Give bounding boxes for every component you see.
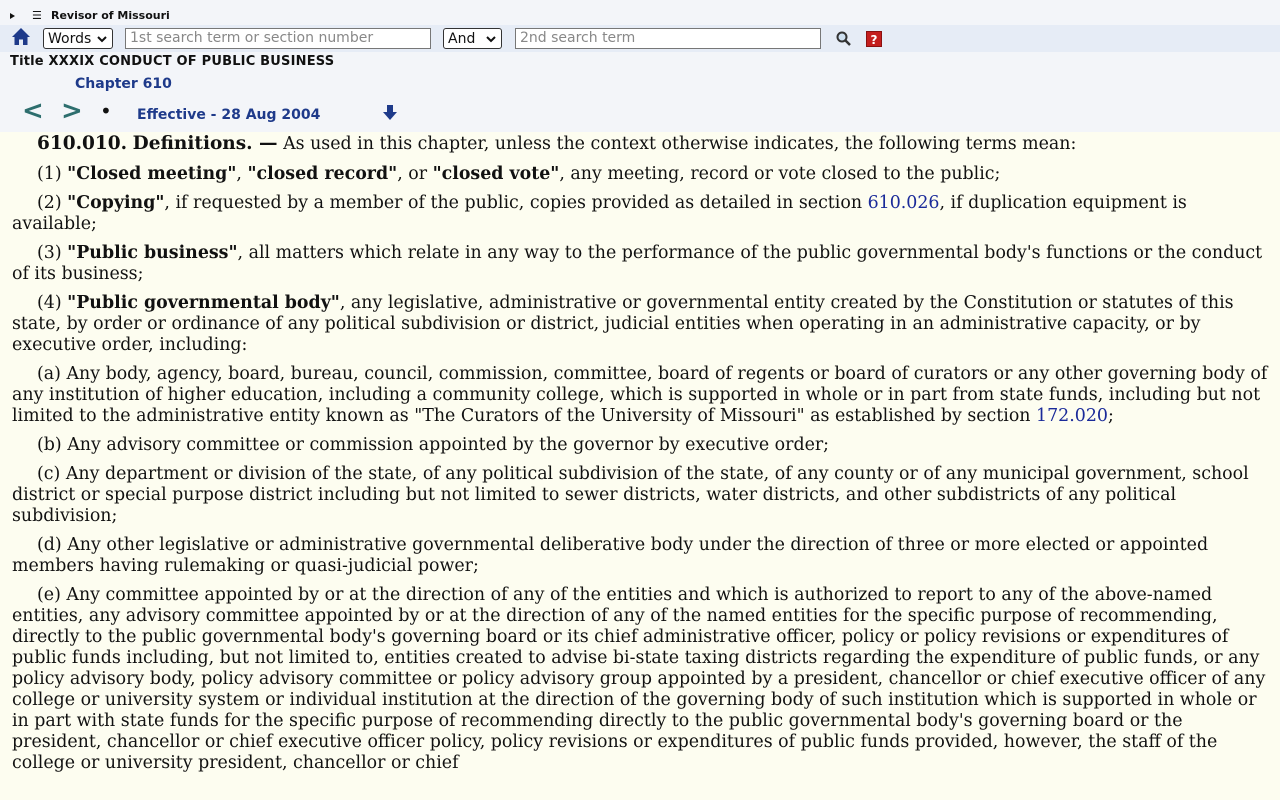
- definition-4: [12, 293, 1268, 356]
- expand-triangle-icon[interactable]: [10, 13, 15, 19]
- menu-icon[interactable]: ☰: [32, 9, 42, 22]
- defined-term: "Public governmental body": [67, 293, 340, 313]
- top-navigation: [0, 0, 1280, 132]
- defined-term: "closed record": [247, 164, 398, 184]
- item-number: (a): [37, 364, 67, 384]
- down-arrow-icon[interactable]: [381, 104, 399, 126]
- section-intro: As used in this chapter, unless the context otherwise indicates, the following terms mean:: [277, 134, 1077, 154]
- subitem-b: [12, 435, 1268, 456]
- search-mode-select[interactable]: Words: [43, 28, 113, 49]
- separator: ,: [236, 164, 248, 184]
- definition-text: Any department or division of the state, of any political subdivision of the state, of any county or of any municipal government, school district or special purpose district including but not limited to sewer districts, water districts, and other subdistricts of any political subdivision;: [12, 464, 1249, 526]
- search-bar: [0, 25, 1280, 52]
- defined-term: "Copying": [67, 193, 165, 213]
- search-icon[interactable]: [835, 30, 853, 52]
- subitem-d: [12, 535, 1268, 577]
- item-number: (2): [37, 193, 68, 213]
- definition-text: Any body, agency, board, bureau, council, commission, committee, board of regents or board of curators or any other governing body of any institution of higher education, including a community college, which is supported in whole or in part from state funds, including but not limited to the administrative entity known as "The Curators of the University of Missouri" as established by section: [12, 364, 1268, 426]
- definition-text: , all matters which relate in any way to the performance of the public governmental body's functions or the conduct of its business;: [12, 243, 1263, 284]
- definition-text: , any meeting, record or vote closed to the public;: [559, 164, 1001, 184]
- item-number: (b): [37, 435, 68, 455]
- item-number: (c): [37, 464, 66, 484]
- definition-text: Any other legislative or administrative governmental deliberative body under the direction of three or more elected or appointed members having rulemaking or quasi-judicial power;: [12, 535, 1209, 576]
- separator: , or: [397, 164, 433, 184]
- item-number: (d): [37, 535, 68, 555]
- chevron-down-icon: [95, 32, 109, 46]
- definition-3: [12, 243, 1268, 285]
- help-button[interactable]: ?: [866, 31, 882, 47]
- section-heading-paragraph: [12, 133, 1268, 155]
- item-number: (3): [37, 243, 68, 263]
- section-title: Definitions. —: [132, 133, 278, 154]
- item-number: (e): [37, 585, 67, 605]
- defined-term: "Public business": [67, 243, 238, 263]
- definition-text: Any advisory committee or commission appointed by the governor by executive order;: [67, 435, 830, 455]
- chevron-down-icon: [484, 32, 498, 46]
- search-term-1-input[interactable]: 1st search term or section number: [125, 28, 431, 49]
- title-breadcrumb[interactable]: Title XXXIX CONDUCT OF PUBLIC BUSINESS: [10, 54, 335, 69]
- definition-text: , if requested by a member of the public, copies provided as detailed in section: [164, 193, 868, 213]
- subitem-e: [12, 585, 1268, 774]
- next-section-button[interactable]: >: [61, 96, 83, 126]
- definition-text: , if duplication equipment is available;: [12, 193, 1187, 234]
- subitem-c: [12, 464, 1268, 527]
- search-operator-select[interactable]: And: [443, 28, 502, 49]
- definition-text: , any legislative, administrative or governmental entity created by the Constitution or statutes of this state, by order or ordinance of any political subdivision or district, judicial entities when operating in an administrative capacity, or by executive order, including:: [12, 293, 1234, 355]
- defined-term: "Closed meeting": [67, 164, 237, 184]
- definition-1: [12, 164, 1268, 185]
- previous-section-button[interactable]: <: [22, 96, 44, 126]
- definition-text: Any committee appointed by or at the direction of any of the entities and which is authorized to report to any of the above-named entities, any advisory committee appointed by or at the direction of any of the named entities for the specific purpose of recommending, directly to the public governmental body's governing board or its chief administrative officer, policy or policy revisions or expenditures of public funds including, but not limited to, entities created to advise bi-state taxing districts regarding the expenditure of public funds, or any policy advisory body, policy advisory committee or policy advisory group appointed by a president, chancellor or chief executive officer of any college or university system or individual institution at the direction of the governing body of such institution which is supported in whole or in part with state funds for the specific purpose of recommending directly to the public governmental body's governing board or the president, chancellor or chief executive officer policy, policy revisions or expenditures of public funds provided, however, the staff of the college or university president, chancellor or chief: [12, 585, 1266, 773]
- defined-term: "closed vote": [432, 164, 560, 184]
- statute-text: [12, 133, 1268, 782]
- definition-2: [12, 193, 1268, 235]
- search-term-2-input[interactable]: 2nd search term: [515, 28, 821, 49]
- section-link-172-020[interactable]: 172.020: [1036, 406, 1108, 426]
- effective-date[interactable]: Effective - 28 Aug 2004: [137, 107, 321, 123]
- item-number: (4): [37, 293, 68, 313]
- chapter-link[interactable]: Chapter 610: [75, 76, 172, 92]
- site-name[interactable]: Revisor of Missouri: [51, 9, 170, 22]
- subitem-a: [12, 364, 1268, 427]
- section-dot[interactable]: •: [100, 99, 112, 123]
- section-link-610-026[interactable]: 610.026: [867, 193, 940, 213]
- definition-text: ;: [1107, 406, 1114, 426]
- home-icon[interactable]: [11, 27, 31, 51]
- section-number: 610.010.: [37, 133, 128, 154]
- item-number: (1): [37, 164, 68, 184]
